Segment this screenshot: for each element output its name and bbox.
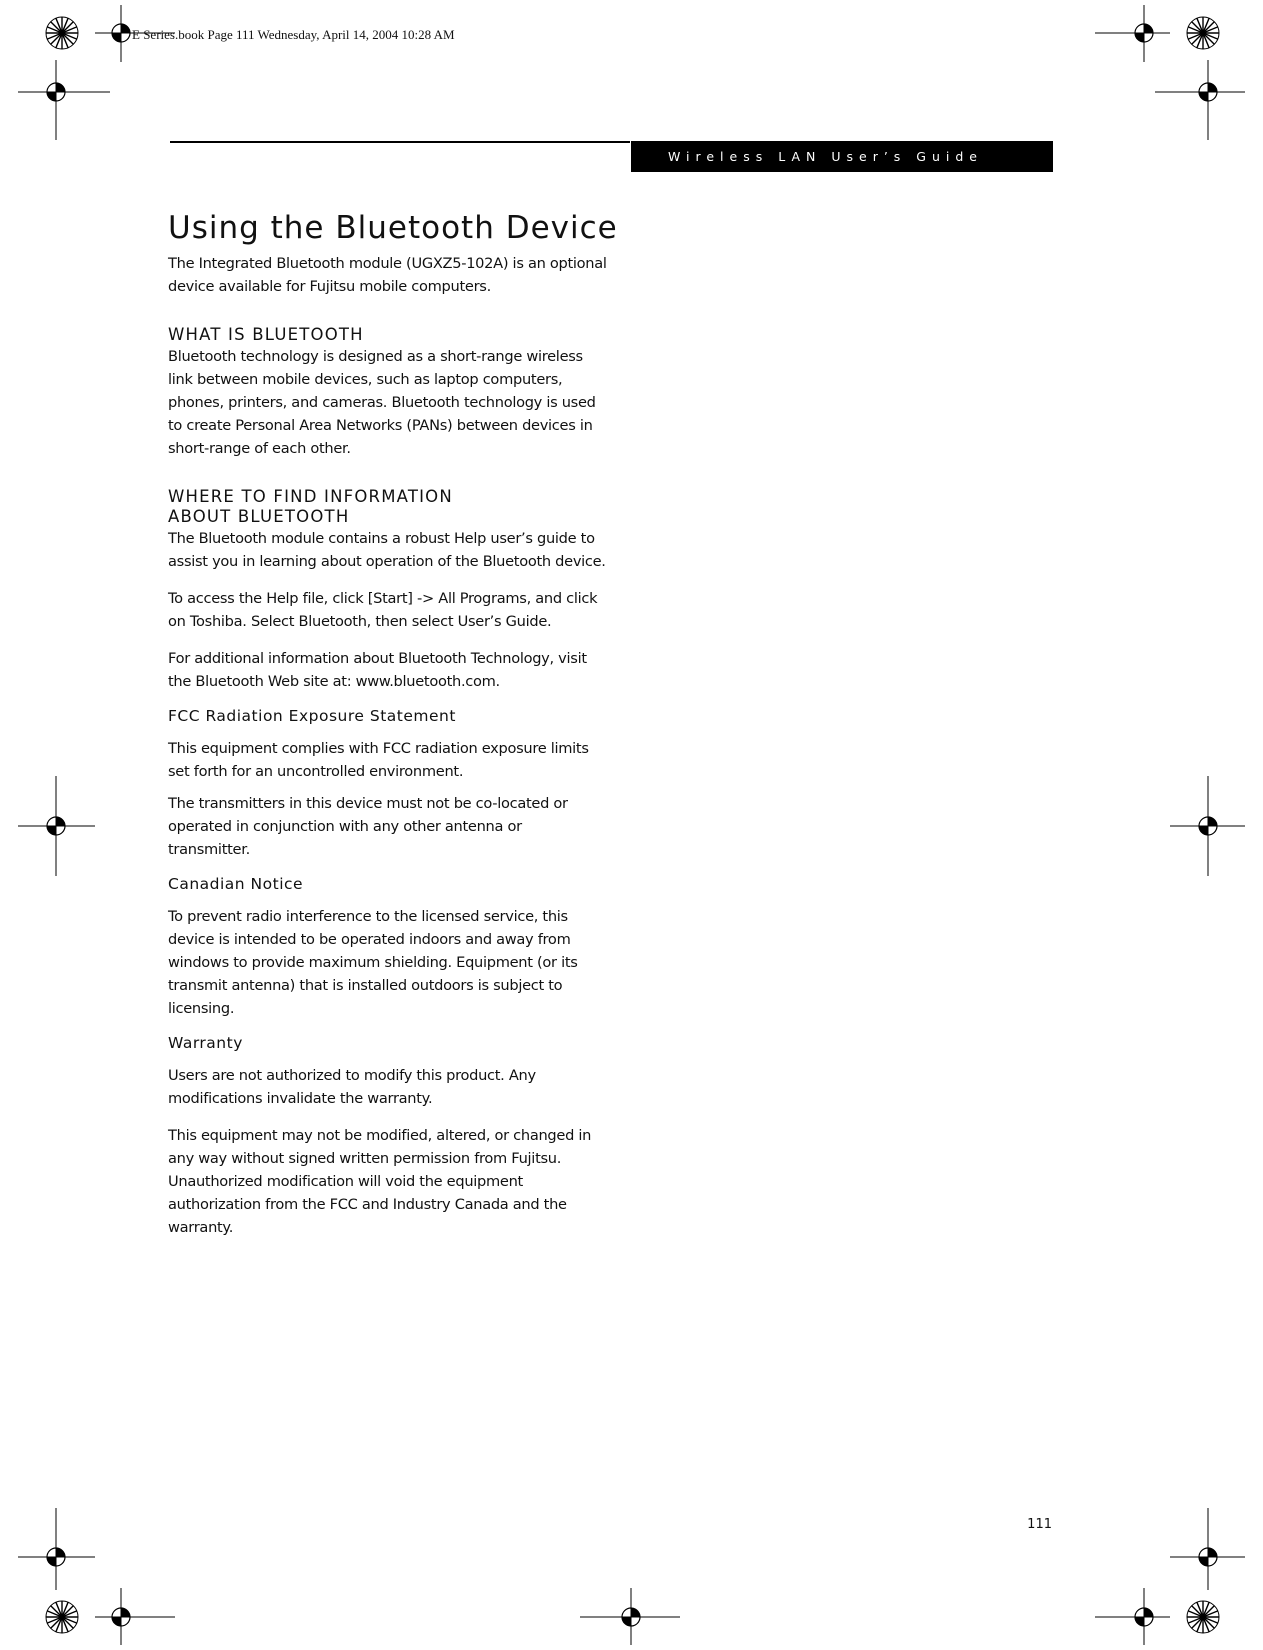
page-title: Using the Bluetooth Device (168, 210, 618, 246)
section-heading-what-is-bluetooth: WHAT IS BLUETOOTH (168, 325, 364, 344)
running-header: Wireless LAN User’s Guide (631, 141, 1053, 172)
fcc-paragraph-1: This equipment complies with FCC radiation exposure limits set forth for an uncontrolled environment. (168, 740, 589, 780)
header-rule (170, 141, 630, 143)
book-slug: E Series.book Page 111 Wednesday, April 14, 2004 10:28 AM (132, 27, 455, 42)
section-heading-where-to-find-line1: WHERE TO FIND INFORMATION (168, 487, 453, 506)
warranty-paragraph-2: This equipment may not be modified, altered, or changed in any way without signed written permission from Fujitsu. Unauthorized modification will void the equipment authorization from the FCC and Industry Canada and the warranty. (168, 1127, 592, 1236)
where-to-find-paragraph-3: For additional information about Bluetooth Technology, visit the Bluetooth Web site at: www.bluetooth.com. (168, 650, 587, 690)
fcc-paragraph-2: The transmitters in this device must not be co-located or operated in conjunction with any other antenna or transmitter. (168, 795, 568, 858)
subheading-fcc-radiation: FCC Radiation Exposure Statement (168, 707, 456, 725)
subheading-warranty: Warranty (168, 1034, 243, 1052)
section-heading-where-to-find-line2: ABOUT BLUETOOTH (168, 507, 350, 526)
where-to-find-paragraph-2: To access the Help file, click [Start] -> All Programs, and click on Toshiba. Select Bluetooth, then select User’s Guide. (168, 590, 598, 630)
subheading-canadian-notice: Canadian Notice (168, 875, 304, 893)
warranty-paragraph-1: Users are not authorized to modify this product. Any modifications invalidate the warranty. (168, 1067, 536, 1107)
intro-paragraph: The Integrated Bluetooth module (UGXZ5-102A) is an optional device available for Fujitsu mobile computers. (168, 255, 607, 295)
where-to-find-paragraph-1: The Bluetooth module contains a robust Help user’s guide to assist you in learning about operation of the Bluetooth device. (168, 530, 606, 570)
canadian-notice-paragraph: To prevent radio interference to the licensed service, this device is intended to be operated indoors and away from windows to provide maximum shielding. Equipment (or its transmit antenna) that is installed outdoors is subject to licensing. (168, 908, 578, 1017)
main-content (168, 204, 618, 1239)
what-is-bluetooth-paragraph: Bluetooth technology is designed as a short-range wireless link between mobile devices, such as laptop computers, phones, printers, and cameras. Bluetooth technology is used to create Personal Area Networks (PANs) between devices in short-range of each other. (168, 348, 596, 457)
page-number: 111 (1027, 1517, 1052, 1532)
